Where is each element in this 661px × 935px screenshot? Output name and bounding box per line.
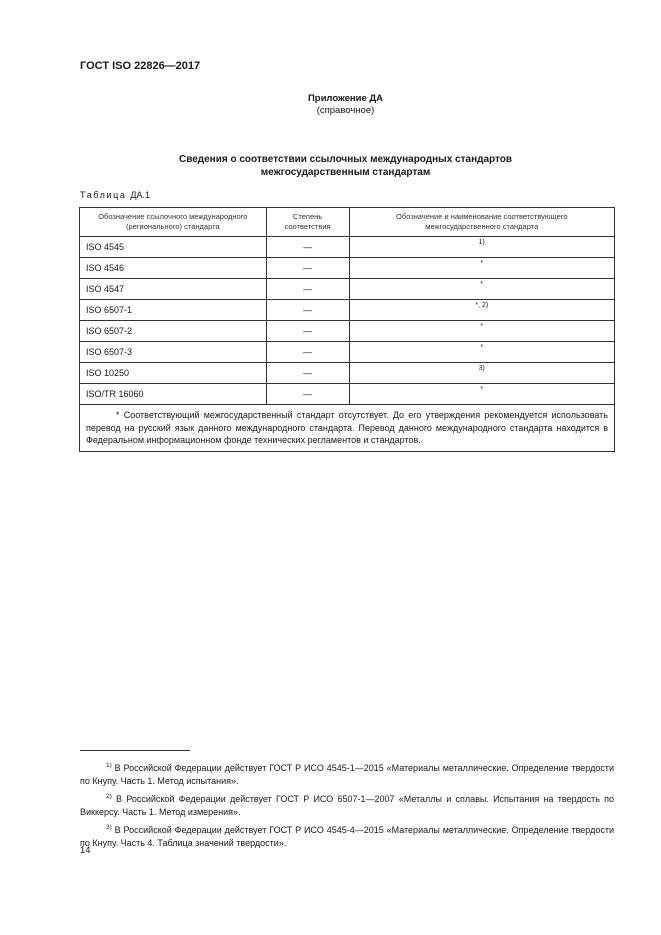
table-label-word: Таблица <box>80 190 127 200</box>
row-degree: — <box>266 321 349 342</box>
footnote-mark: 1) <box>106 762 112 769</box>
row-code: ISO 6507-3 <box>80 342 267 363</box>
row-code: ISO/TR 16060 <box>80 384 267 405</box>
appendix-subtitle: (справочное) <box>316 105 375 116</box>
footnote-text: В Российской Федерации действует ГОСТ Р ИСО 4545-1—2015 «Материалы металлические. Определение твердости по Кнупу. Часть 1. Метод испытания». <box>80 763 614 786</box>
row-ref: 1) <box>349 237 614 258</box>
table-row <box>80 279 615 300</box>
row-code: ISO 4545 <box>80 237 267 258</box>
footnote-mark: 2) <box>106 793 112 800</box>
table-row <box>80 300 615 321</box>
section-heading <box>0 153 661 179</box>
appendix-header <box>0 93 661 117</box>
row-degree: — <box>266 237 349 258</box>
header-text: соответствия <box>284 222 331 231</box>
row-code: ISO 6507-1 <box>80 300 267 321</box>
row-degree: — <box>266 342 349 363</box>
row-ref: *, 2) <box>349 300 614 321</box>
footnote-mark: 3) <box>106 824 112 831</box>
header-text: Степень <box>292 212 323 221</box>
table-row <box>80 321 615 342</box>
header-text: Обозначение ссылочного международного <box>98 212 248 221</box>
header-cell-interstate-standard <box>349 208 614 237</box>
row-code: ISO 6507-2 <box>80 321 267 342</box>
page-number: 14 <box>80 845 91 856</box>
heading-line-2: межгосударственным стандартам <box>260 167 431 178</box>
row-degree: — <box>266 300 349 321</box>
header-text: (регионального) стандарта <box>125 222 220 231</box>
row-ref: * <box>349 279 614 300</box>
header-text: Обозначение и наименование соответствующего <box>395 212 568 221</box>
correspondence-table <box>79 207 615 452</box>
table-row <box>80 342 615 363</box>
row-ref: * <box>349 321 614 342</box>
footnote-separator <box>80 750 190 751</box>
table-row <box>80 258 615 279</box>
footnote <box>80 790 614 819</box>
table-header-row <box>80 208 615 237</box>
row-code: ISO 4547 <box>80 279 267 300</box>
table-label-number: ДА.1 <box>130 190 151 200</box>
appendix-title: Приложение ДА <box>307 93 384 104</box>
footnotes <box>80 759 614 852</box>
header-text: межгосударственного стандарта <box>425 222 539 231</box>
heading-line-1: Сведения о соответствии ссылочных международных стандартов <box>178 154 513 165</box>
row-code: ISO 4546 <box>80 258 267 279</box>
row-degree: — <box>266 363 349 384</box>
footnote <box>80 759 614 788</box>
row-ref: * <box>349 384 614 405</box>
header-cell-ref-standard <box>80 208 267 237</box>
table-row <box>80 237 615 258</box>
table-label <box>80 190 150 200</box>
row-ref: 3) <box>349 363 614 384</box>
footnote-text: В Российской Федерации действует ГОСТ Р ИСО 4545-4—2015 «Материалы металлические. Определение твердости по Кнупу. Часть 4. Таблица значений твердости». <box>80 825 614 848</box>
standard-code: ГОСТ ISO 22826—2017 <box>80 60 201 72</box>
footnote-text: В Российской Федерации действует ГОСТ Р ИСО 6507-1—2007 «Металлы и сплавы. Испытания на твердость по Виккерсу. Часть 1. Метод измерения». <box>80 794 614 817</box>
table-note-text: * Соответствующий межгосударственный стандарт отсутствует. До его утверждения рекомендуется использовать перевод на русский язык данного международного стандарта. Перевод данного международного стандарта находится в Федеральном информационном фонде технических регламентов и стандартов. <box>86 410 608 445</box>
row-degree: — <box>266 384 349 405</box>
table-row <box>80 363 615 384</box>
row-code: ISO 10250 <box>80 363 267 384</box>
row-degree: — <box>266 279 349 300</box>
header-cell-degree <box>266 208 349 237</box>
table-note <box>80 405 615 452</box>
footnote <box>80 821 614 850</box>
row-degree: — <box>266 258 349 279</box>
table-note-row <box>80 405 615 452</box>
table-row <box>80 384 615 405</box>
row-ref: * <box>349 258 614 279</box>
row-ref: * <box>349 342 614 363</box>
